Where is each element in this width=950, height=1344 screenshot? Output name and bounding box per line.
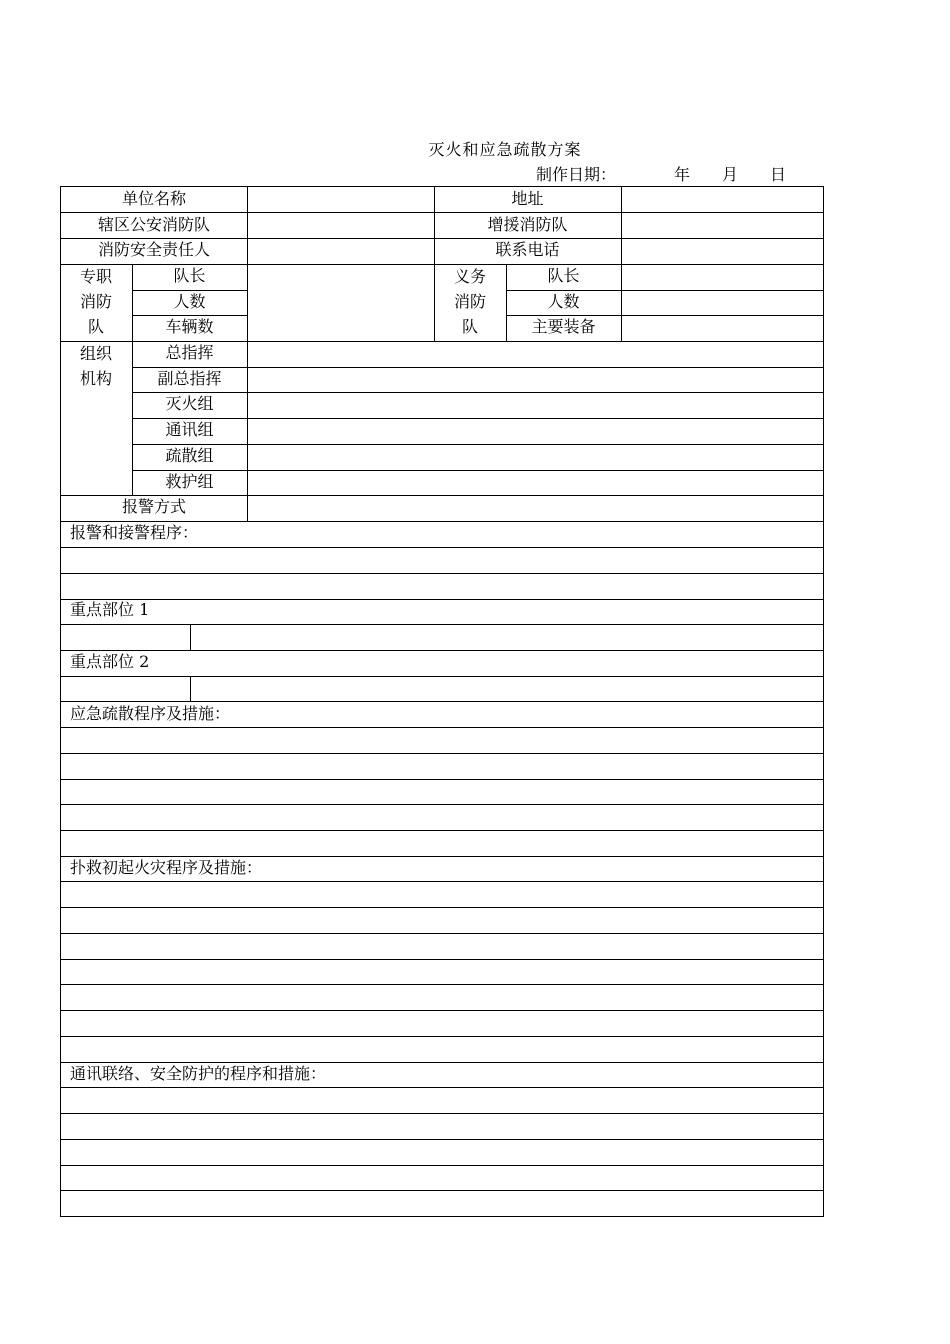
alarm-method-label: 报警方式	[121, 497, 186, 516]
support-fire-label: 增援消防队	[487, 215, 568, 234]
date-month: 月	[722, 165, 739, 184]
fire-evacuation-form	[60, 186, 824, 1217]
pro-vehicles-label: 车辆数	[165, 317, 214, 336]
vol-equipment-label: 主要装备	[531, 317, 596, 336]
pro-team-label: 专职 消防 队	[79, 267, 112, 336]
evacuation-field[interactable]	[61, 727, 823, 856]
communication-heading: 通讯联络、安全防护的程序和措施：	[70, 1064, 327, 1083]
communication-field[interactable]	[61, 1087, 823, 1216]
key-part-1-field[interactable]	[191, 599, 823, 624]
key-part-1-label: 重点部位 1	[70, 600, 150, 619]
phone-label: 联系电话	[495, 240, 560, 259]
address-label: 地址	[511, 189, 544, 208]
firefighting-field[interactable]	[61, 881, 823, 1062]
unit-name-label: 单位名称	[121, 189, 186, 208]
unit-name-field[interactable]	[248, 187, 434, 212]
org-rescue-label: 救护组	[165, 472, 214, 491]
safety-person-label: 消防安全责任人	[97, 240, 210, 259]
address-field[interactable]	[622, 187, 823, 212]
date-row	[536, 162, 786, 185]
pro-count-label: 人数	[173, 292, 206, 311]
pro-captain-label: 队长	[173, 266, 206, 285]
pro-team-field[interactable]	[248, 265, 434, 341]
alarm-method-field[interactable]	[248, 496, 823, 521]
key-part-2-field[interactable]	[191, 650, 823, 676]
vol-team-label: 义务 消防 队	[453, 267, 486, 336]
alarm-procedure-field[interactable]	[61, 547, 823, 599]
police-fire-field[interactable]	[248, 213, 434, 238]
org-label: 组织 机构	[79, 344, 112, 388]
org-commander-label: 总指挥	[165, 343, 214, 362]
org-deputy-label: 副总指挥	[157, 369, 222, 388]
org-evac-label: 疏散组	[165, 446, 214, 465]
document-title: 灭火和应急疏散方案	[428, 140, 582, 159]
evacuation-heading: 应急疏散程序及措施：	[70, 704, 231, 723]
org-firefighting-label: 灭火组	[165, 394, 214, 413]
vol-count-label: 人数	[547, 292, 580, 311]
org-comm-label: 通讯组	[165, 420, 214, 439]
key-part-2-label: 重点部位 2	[70, 652, 150, 671]
firefighting-heading: 扑救初起火灾程序及措施：	[70, 858, 263, 877]
police-fire-label: 辖区公安消防队	[97, 215, 210, 234]
phone-field[interactable]	[622, 239, 823, 264]
safety-person-field[interactable]	[248, 239, 434, 264]
alarm-procedure-heading: 报警和接警程序：	[70, 523, 199, 542]
date-day: 日	[770, 165, 787, 184]
vol-team-field[interactable]	[622, 265, 823, 341]
date-label: 制作日期：	[536, 165, 617, 184]
org-fields[interactable]	[248, 342, 823, 495]
vol-captain-label: 队长	[547, 266, 580, 285]
date-year: 年	[674, 165, 691, 184]
support-fire-field[interactable]	[622, 213, 823, 238]
